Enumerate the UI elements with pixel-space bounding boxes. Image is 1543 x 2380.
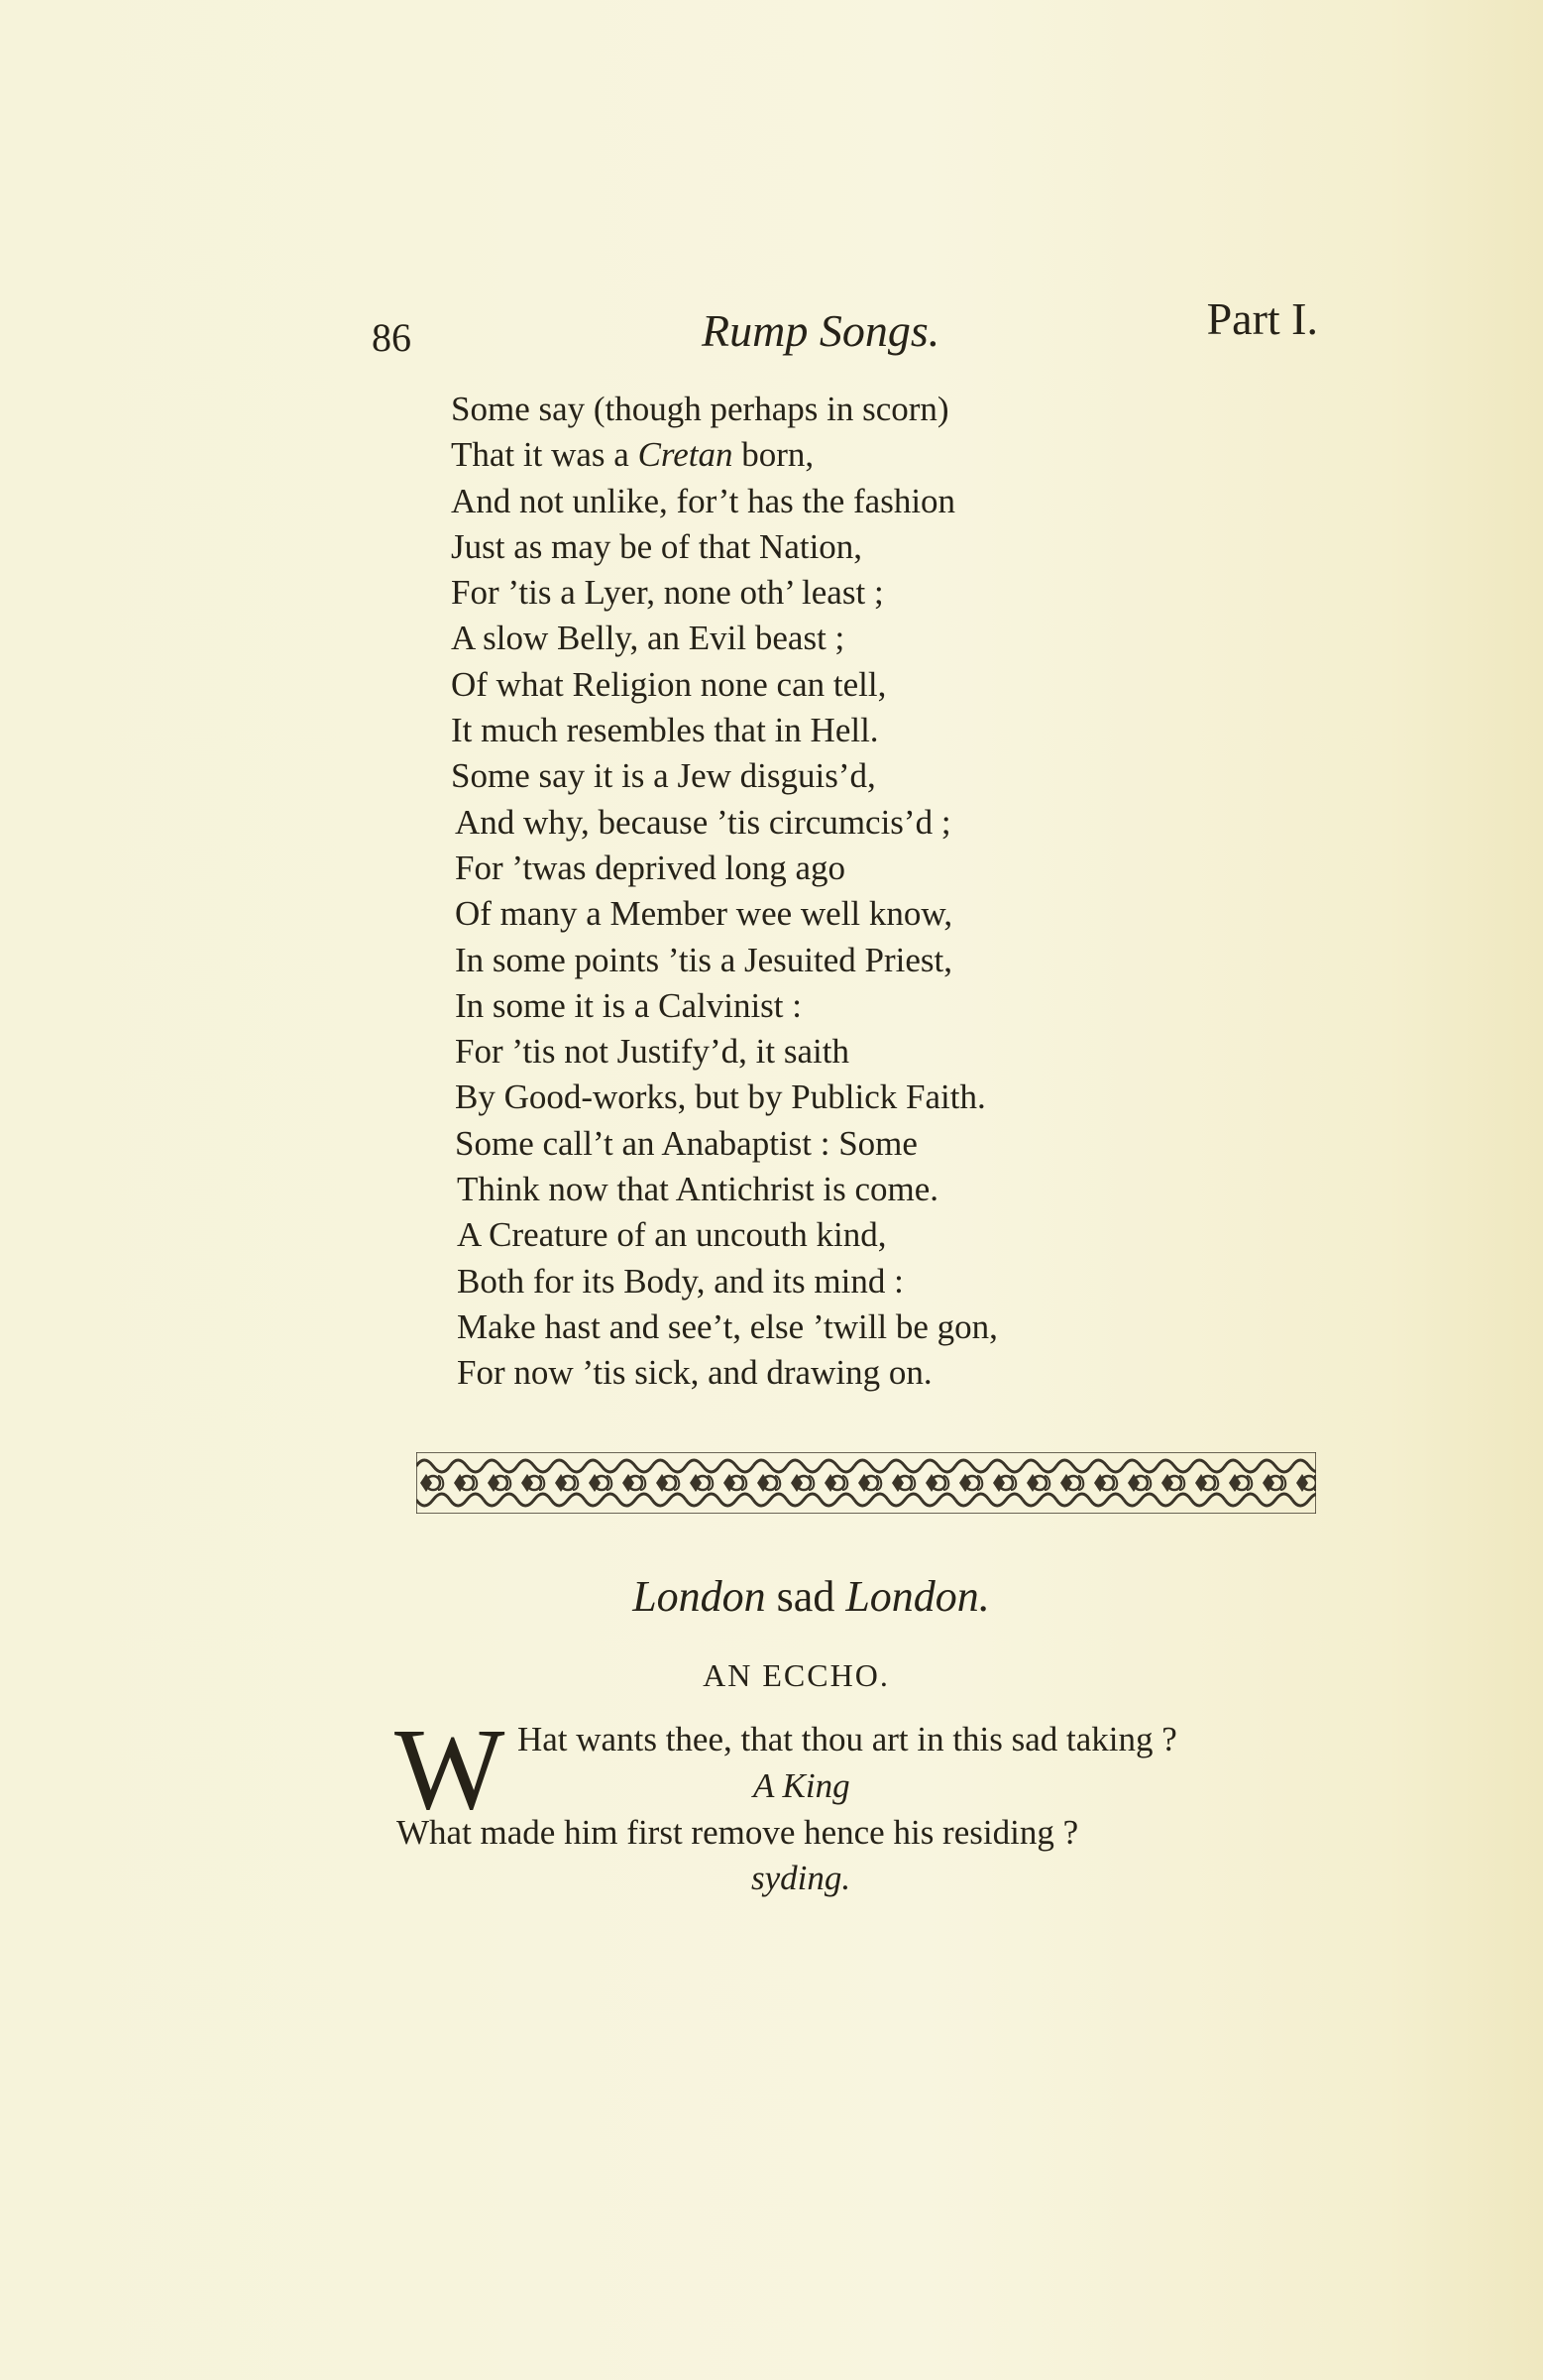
ornament-motif bbox=[652, 1460, 686, 1472]
ornament-motif bbox=[1023, 1494, 1056, 1506]
page-number: 86 bbox=[372, 315, 411, 360]
ornament-motif bbox=[854, 1494, 888, 1506]
ornament-motif bbox=[1292, 1460, 1316, 1472]
ornament-motif bbox=[955, 1460, 989, 1472]
song-title bbox=[0, 1571, 1543, 1622]
ornament-motif bbox=[1259, 1494, 1292, 1506]
ornament-motif bbox=[989, 1460, 1023, 1472]
ornament-motif bbox=[450, 1460, 484, 1472]
ornament-motif bbox=[719, 1494, 753, 1506]
verse-line: For ’tis a Lyer, none oth’ least ; bbox=[451, 573, 884, 613]
verse-line-prefix: That it was a bbox=[451, 435, 638, 475]
song-echo-1: A King bbox=[753, 1766, 850, 1805]
song-title-sad: sad bbox=[765, 1572, 846, 1621]
ornament-motif bbox=[1191, 1460, 1225, 1472]
page-header bbox=[372, 292, 1318, 362]
verse-line: In some it is a Calvinist : bbox=[455, 985, 802, 1025]
ornament-motif bbox=[517, 1460, 551, 1472]
drop-cap: W bbox=[394, 1704, 505, 1834]
ornament-motif bbox=[888, 1494, 922, 1506]
ornament-motif bbox=[1056, 1494, 1090, 1506]
ornament-motif bbox=[955, 1494, 989, 1506]
ornament-motif bbox=[618, 1460, 652, 1472]
part-label: Part I. bbox=[1206, 293, 1318, 344]
verse-line: A Creature of an uncouth kind, bbox=[457, 1215, 887, 1255]
ornament-motif bbox=[1225, 1460, 1259, 1472]
ornament-motif bbox=[1056, 1460, 1090, 1472]
song-echo-2: syding. bbox=[751, 1859, 851, 1897]
verse-line-suffix: born, bbox=[732, 435, 815, 475]
verse-line: For ’twas deprived long ago bbox=[455, 848, 846, 887]
song-line-2: What made him first remove hence his residing ? bbox=[396, 1813, 1079, 1852]
verse-line: It much resembles that in Hell. bbox=[451, 711, 879, 750]
ornament-motif bbox=[888, 1460, 922, 1472]
ornament-motif bbox=[484, 1460, 517, 1472]
verse-line: Of many a Member wee well know, bbox=[455, 894, 953, 934]
ornament-motif bbox=[1191, 1494, 1225, 1506]
song-title-london-1: London bbox=[632, 1572, 766, 1621]
ornament-motif bbox=[1023, 1460, 1056, 1472]
ornament-motif bbox=[753, 1460, 787, 1472]
ornament-motif bbox=[753, 1494, 787, 1506]
ornament-motif bbox=[652, 1494, 686, 1506]
ornament-motif bbox=[551, 1460, 585, 1472]
verse-line: Just as may be of that Nation, bbox=[451, 526, 863, 566]
verse-line: For ’tis not Justify’d, it saith bbox=[455, 1032, 849, 1072]
ornament-motif bbox=[484, 1494, 517, 1506]
verse-line: Some call’t an Anabaptist : Some bbox=[455, 1123, 918, 1163]
verse-line: Some say (though perhaps in scorn) bbox=[451, 390, 949, 428]
verse-line: In some points ’tis a Jesuited Priest, bbox=[455, 940, 952, 979]
ornament-motif bbox=[585, 1494, 618, 1506]
ornament-pattern bbox=[416, 1452, 1316, 1514]
ornament-motif bbox=[922, 1460, 955, 1472]
running-title: Rump Songs. bbox=[702, 305, 940, 356]
verse-line: For now ’tis sick, and drawing on. bbox=[457, 1353, 933, 1393]
ornament-motif bbox=[719, 1460, 753, 1472]
song-title-london-2: London. bbox=[845, 1572, 990, 1621]
ornament-motif bbox=[686, 1494, 719, 1506]
ornament-motif bbox=[1259, 1460, 1292, 1472]
ornament-motif bbox=[1157, 1460, 1191, 1472]
ornament-motif bbox=[517, 1494, 551, 1506]
verse-line: Some say it is a Jew disguis’d, bbox=[451, 756, 876, 796]
verse-italic-word: Cretan bbox=[637, 435, 733, 475]
ornament-motif bbox=[551, 1494, 585, 1506]
ornament-motif bbox=[450, 1494, 484, 1506]
ornament-band bbox=[416, 1452, 1316, 1514]
song-subtitle: AN ECCHO. bbox=[703, 1657, 890, 1693]
ornament-motif bbox=[618, 1494, 652, 1506]
ornament-motif bbox=[821, 1494, 854, 1506]
ornament-motif bbox=[989, 1494, 1023, 1506]
verse-line: By Good-works, but by Publick Faith. bbox=[455, 1077, 986, 1117]
ornament-motif bbox=[1090, 1460, 1124, 1472]
verse-line bbox=[451, 432, 1164, 478]
verse-line: And not unlike, for’t has the fashion bbox=[451, 481, 956, 520]
ornament-motif bbox=[787, 1460, 821, 1472]
ornament-motif bbox=[1090, 1494, 1124, 1506]
ornament-motif bbox=[854, 1460, 888, 1472]
verse-line: Make hast and see’t, else ’twill be gon, bbox=[457, 1306, 998, 1346]
verse-line: Of what Religion none can tell, bbox=[451, 664, 887, 704]
ornament-motif bbox=[1124, 1460, 1157, 1472]
ornament-motif bbox=[686, 1460, 719, 1472]
verse-line: Think now that Antichrist is come. bbox=[457, 1170, 939, 1209]
verse-line: A slow Belly, an Evil beast ; bbox=[451, 619, 845, 658]
ornament-motif bbox=[787, 1494, 821, 1506]
song-line-1: Hat wants thee, that thou art in this sad taking ? bbox=[517, 1720, 1177, 1758]
ornament-motif bbox=[1292, 1494, 1316, 1506]
ornament-motif bbox=[1124, 1494, 1157, 1506]
ornament-motif bbox=[585, 1460, 618, 1472]
verse-stanza bbox=[451, 387, 1164, 1397]
ornament-motif bbox=[416, 1460, 450, 1472]
verse-line: And why, because ’tis circumcis’d ; bbox=[455, 802, 951, 842]
ornament-motif bbox=[922, 1494, 955, 1506]
ornament-motif bbox=[1157, 1494, 1191, 1506]
ornament-motif bbox=[416, 1494, 450, 1506]
verse-line: Both for its Body, and its mind : bbox=[457, 1261, 904, 1301]
ornament-motif bbox=[1225, 1494, 1259, 1506]
ornament-motif bbox=[821, 1460, 854, 1472]
